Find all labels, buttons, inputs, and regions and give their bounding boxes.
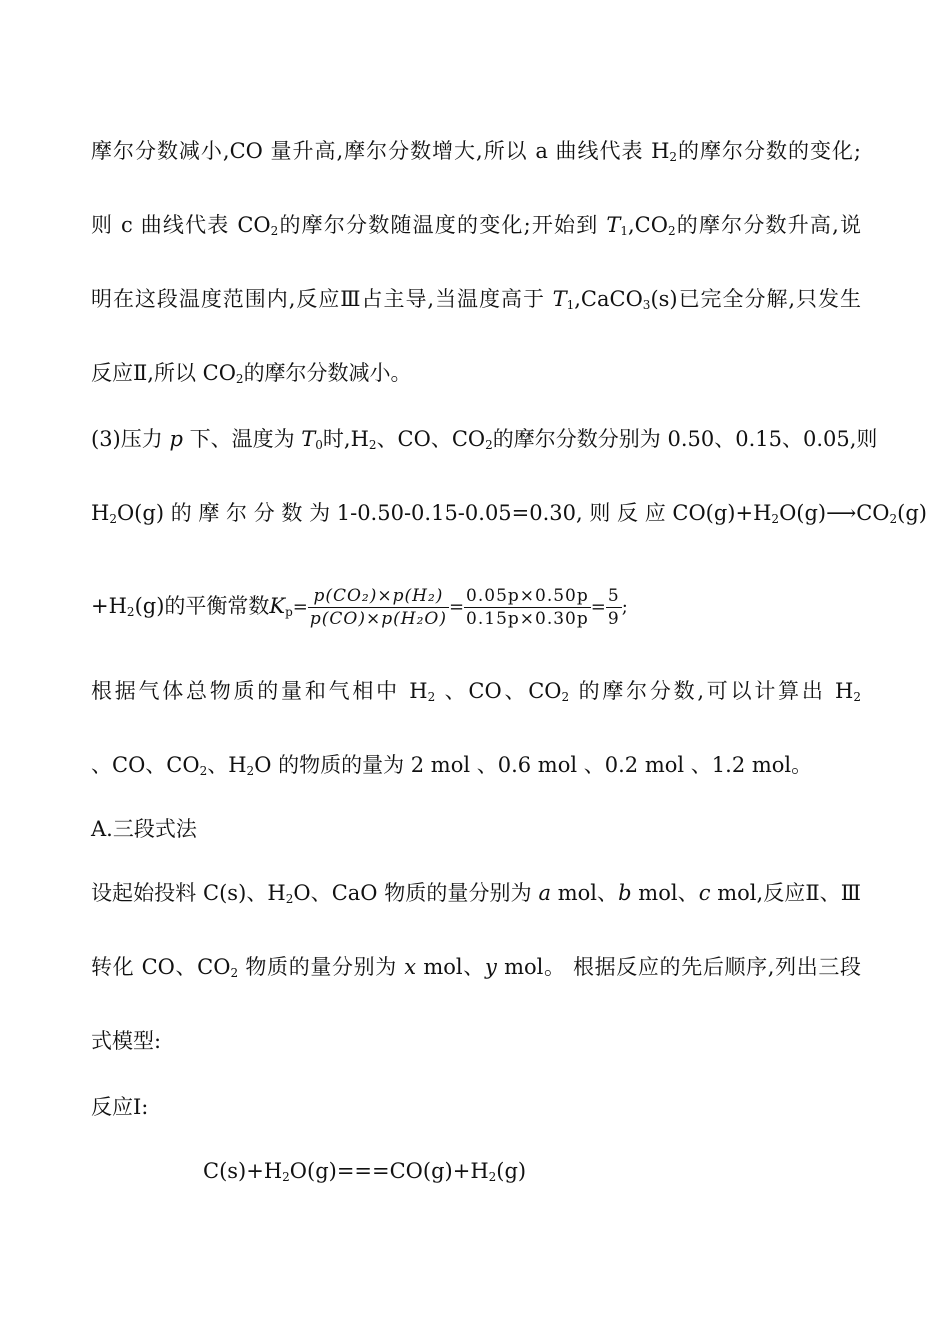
paragraph-line-8: 根据气体总物质的量和气相中 $H_2$ 、CO、$CO_2$ 的摩尔分数,可以计算出 $H_2$ <box>91 679 861 704</box>
kp-expression-fraction: $\frac{\text{p(CO₂)×p(H₂)}}{\text{p(CO)×p(H₂O)}}$ <box>309 586 447 629</box>
equilibrium-constant-line: $+H_2(g)$的平衡常数$K_p=$ $\frac{\text{p(CO₂)×p(H₂)}}{\text{p(CO)×p(H₂O)}}$ = $\frac{0.05p\times 0.50p}{0.15p\times 0.30p}$ = $\frac{5}{9}$ ; <box>91 586 628 629</box>
paragraph-line-4: 反应Ⅱ,所以 $CO_2$的摩尔分数减小。 <box>91 361 412 386</box>
kp-value-fraction: $\frac{0.05p\times 0.50p}{0.15p\times 0.30p}$ <box>466 586 589 629</box>
paragraph-line-5: (3)压力 p 下、温度为 $T_0$时$,H_2$、CO、$CO_2$的摩尔分数分别为 0.50、0.15、0.05,则 <box>91 427 878 452</box>
paragraph-line-12: 转化 CO、$CO_2$ 物质的量分别为 x mol、y mol。 根据反应的先后顺序,列出三段 <box>91 955 861 980</box>
paragraph-line-13: 式模型: <box>91 1029 162 1053</box>
paragraph-line-9: 、CO、$CO_2$、$H_2O$ 的物质的量为 2 mol 、0.6 mol 、0.2 mol 、1.2 mol。 <box>91 753 813 778</box>
paragraph-line-2: 则 c 曲线代表 $CO_2$的摩尔分数随温度的变化;开始到 $T_1,CO_2$的摩尔分数升高,说 <box>91 213 861 238</box>
reaction-i-label: 反应Ⅰ: <box>91 1095 149 1119</box>
paragraph-line-6: $H_2O(g)$ 的 摩 尔 分 数 为 1-0.50-0.15-0.05=0.30, 则 反 应 $CO(g)+H_2O(g)⟶CO_2(g)$ <box>91 501 927 526</box>
paragraph-line-1: 摩尔分数减小,CO 量升高,摩尔分数增大,所以 a 曲线代表 $H_2$的摩尔分数的变化; <box>91 139 861 164</box>
reaction-i-equation: $C(s)+H_2O(g)===CO(g)+H_2(g)$ <box>203 1159 527 1184</box>
kp-result-fraction: $\frac{5}{9}$ <box>607 586 620 629</box>
paragraph-line-11: 设起始投料 C(s)、$H_2O$、CaO 物质的量分别为 a mol、b mol、c mol,反应Ⅱ、Ⅲ <box>91 881 861 906</box>
paragraph-line-3: 明在这段温度范围内,反应Ⅲ占主导,当温度高于 $T_1,CaCO_3(s)$已完全分解,只发生 <box>91 287 861 312</box>
section-heading-method-a: A.三段式法 <box>91 817 197 841</box>
